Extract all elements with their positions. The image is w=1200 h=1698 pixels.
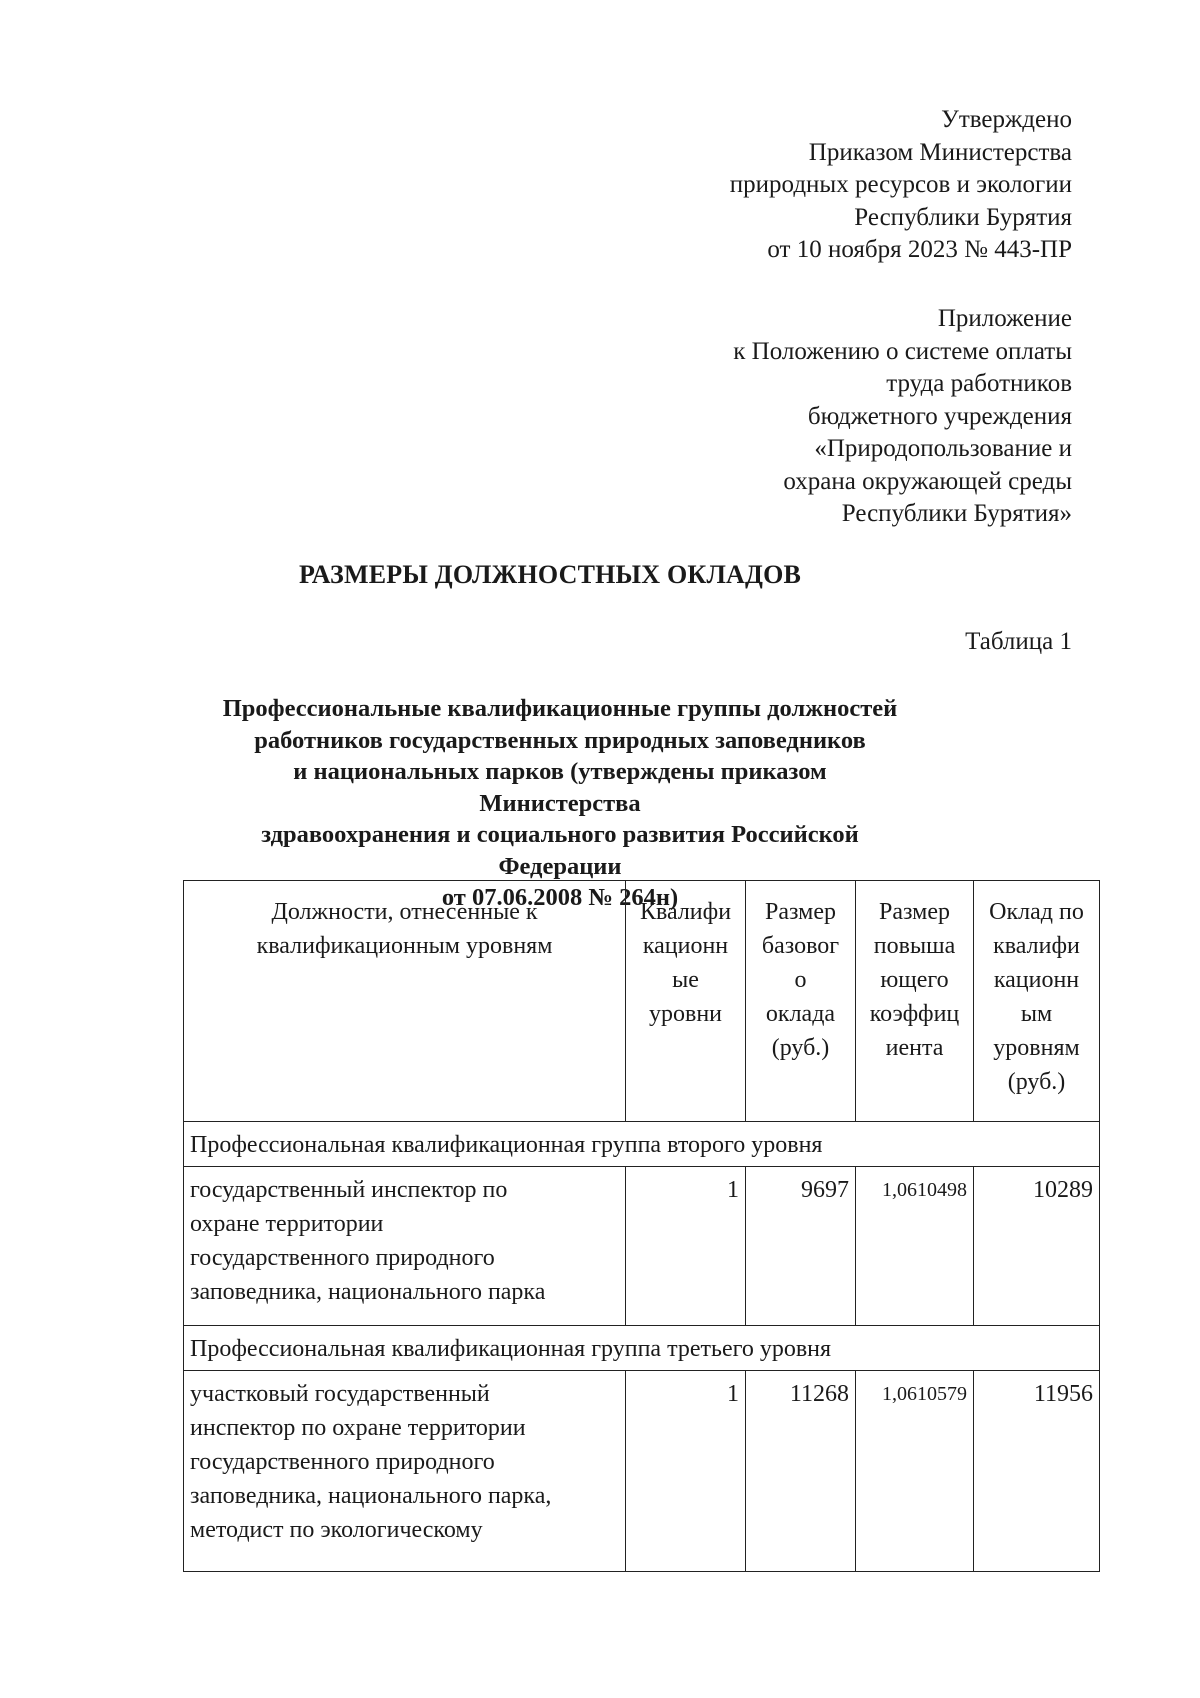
appendix-line: бюджетного учреждения	[807, 402, 1072, 430]
caption-line: от 07.06.2008 № 264н)	[441, 884, 679, 911]
salary-table	[183, 880, 1100, 1572]
group-title: Профессиональная квалификационная группа третьего уровня	[184, 1326, 1100, 1371]
appendix-line: Республики Бурятия»	[841, 500, 1072, 527]
appendix-line: Приложение	[937, 305, 1072, 332]
table-label: Таблица 1	[965, 628, 1072, 655]
cell-coefficient: 1,0610498	[856, 1167, 974, 1326]
group-row	[184, 1122, 1100, 1167]
document-title: РАЗМЕРЫ ДОЛЖНОСТНЫХ ОКЛАДОВ	[298, 560, 802, 589]
approval-line: от 10 ноября 2023 № 443-ПР	[767, 236, 1072, 263]
table-row	[184, 1371, 1100, 1572]
caption-line: здравоохранения и социального развития Российской Федерации	[261, 821, 859, 880]
cell-level: 1	[626, 1371, 746, 1572]
appendix-line: труда работников	[886, 370, 1072, 397]
appendix-line: к Положению о системе оплаты	[733, 337, 1072, 365]
cell-base-salary: 11268	[746, 1371, 856, 1572]
header-base-salary: Размер базовог о оклада (руб.)	[746, 881, 856, 1122]
header-level: Квалифи кационн ые уровни	[626, 881, 746, 1122]
table-header-row	[184, 881, 1100, 1122]
group-title: Профессиональная квалификационная группа второго уровня	[184, 1122, 1100, 1167]
caption-line: Профессиональные квалификационные группы должностей	[222, 695, 898, 722]
header-salary: Оклад по квалифи кационн ым уровням (руб.)	[974, 881, 1100, 1122]
cell-position: участковый государственный инспектор по охране территории государственного природного заповедника, национального парка, методист по экологическому	[184, 1371, 626, 1572]
approval-line: Приказом Министерства	[808, 138, 1072, 166]
caption-line: и национальных парков (утверждены приказом Министерства	[293, 758, 827, 817]
approval-line: Республики Бурятия	[854, 203, 1072, 231]
cell-position: государственный инспектор по охране территории государственного природного заповедника, национального парка	[184, 1167, 626, 1326]
cell-salary: 11956	[974, 1371, 1100, 1572]
group-row	[184, 1326, 1100, 1371]
table-row	[184, 1167, 1100, 1326]
header-coefficient: Размер повыша ющего коэффиц иента	[856, 881, 974, 1122]
header-position: Должности, отнесенные к квалификационным уровням	[184, 881, 626, 1122]
caption-line: работников государственных природных заповедников	[254, 726, 866, 754]
appendix-block	[733, 303, 1072, 531]
appendix-line: «Природопользование и	[814, 435, 1072, 462]
approval-line: Утверждено	[941, 106, 1072, 133]
appendix-line: охрана окружающей среды	[783, 467, 1072, 495]
cell-base-salary: 9697	[746, 1167, 856, 1326]
cell-coefficient: 1,0610579	[856, 1371, 974, 1572]
cell-level: 1	[626, 1167, 746, 1326]
approval-line: природных ресурсов и экологии	[729, 171, 1072, 198]
approval-stamp-block	[730, 104, 1072, 267]
cell-salary: 10289	[974, 1167, 1100, 1326]
